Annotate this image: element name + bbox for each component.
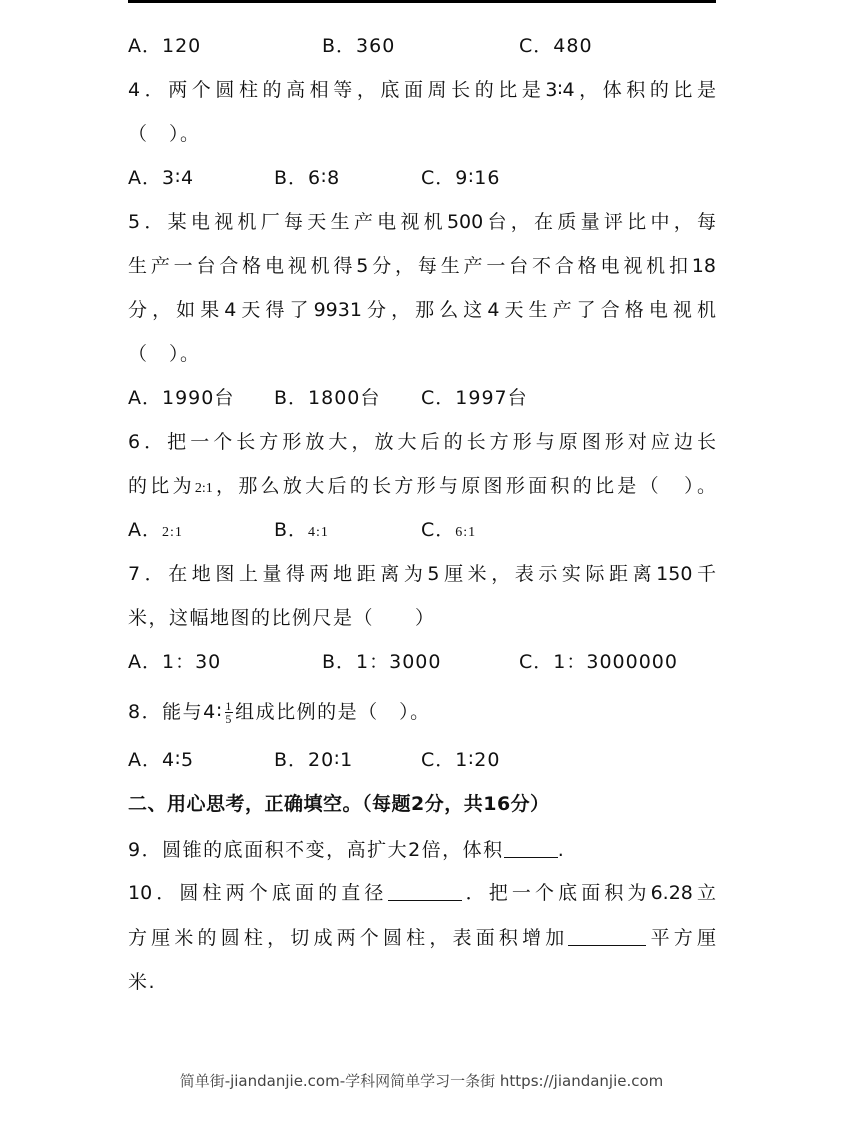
q8-prefix: 8．能与4∶ bbox=[128, 701, 224, 723]
q5-option-c: C．1997台 bbox=[421, 387, 528, 409]
q3-option-a: A．120 bbox=[128, 35, 202, 57]
q8-fraction-numerator: 1 bbox=[225, 699, 233, 713]
q9-end: . bbox=[557, 839, 566, 861]
q10-line3: 米. bbox=[128, 971, 157, 993]
q7-option-c: C．1：3000000 bbox=[519, 651, 678, 673]
q3-option-b: B．360 bbox=[322, 35, 396, 57]
q6-option-b-value: 4:1 bbox=[308, 525, 329, 540]
q8-suffix: 组成比例的是（ ）。 bbox=[235, 701, 431, 723]
footer-watermark: 简单街-jiandanjie.com-学科网简单学习一条街 https://jiandanjie.com bbox=[179, 1072, 664, 1090]
q4-option-b: B．6∶8 bbox=[274, 167, 341, 189]
q5-line1: 5．某电视机厂每天生产电视机500台，在质量评比中，每 bbox=[128, 211, 716, 233]
q6-option-a-letter: A． bbox=[128, 519, 162, 541]
q8-option-a: A．4∶5 bbox=[128, 749, 195, 771]
q8-fraction bbox=[225, 700, 233, 725]
q4-option-c: C．9∶16 bbox=[421, 167, 501, 189]
q6-option-a bbox=[128, 517, 183, 543]
q10-blank-2 bbox=[568, 925, 646, 946]
q9-line bbox=[128, 837, 565, 863]
q8-option-c: C．1∶20 bbox=[421, 749, 501, 771]
q6-line2-start: 的比为 bbox=[128, 475, 195, 497]
q10-line2-start: 方厘米的圆柱，切成两个圆柱，表面积增加 bbox=[128, 927, 569, 949]
q5-option-b: B．1800台 bbox=[274, 387, 381, 409]
q9-text: 9．圆锥的底面积不变，高扩大2倍，体积 bbox=[128, 839, 504, 861]
q6-line1: 6．把一个长方形放大，放大后的长方形与原图形对应边长 bbox=[128, 431, 716, 453]
q10-line2-end: 平方厘 bbox=[646, 927, 716, 949]
q5-line3: 分，如果4天得了9931分，那么这4天生产了合格电视机 bbox=[128, 299, 716, 321]
q7-line2: 米，这幅地图的比例尺是（ ） bbox=[128, 607, 436, 629]
q8-fraction-denominator: 5 bbox=[225, 712, 233, 726]
q7-line1: 7．在地图上量得两地距离为5厘米，表示实际距离150千 bbox=[128, 563, 716, 585]
q10-line1 bbox=[128, 880, 716, 906]
q5-line2: 生产一台合格电视机得5分，每生产一台不合格电视机扣18 bbox=[128, 255, 716, 277]
q6-option-c-value: 6:1 bbox=[455, 525, 477, 540]
q4-line1: 4．两个圆柱的高相等，底面周长的比是3∶4，体积的比是 bbox=[128, 79, 716, 101]
q10-part2: ．把一个底面积为6.28立 bbox=[461, 882, 716, 904]
q9-answer-blank bbox=[504, 837, 558, 858]
q5-option-a: A．1990台 bbox=[128, 387, 235, 409]
q5-line4: （ ）。 bbox=[128, 343, 201, 365]
q10-line2 bbox=[128, 925, 716, 951]
q6-line2 bbox=[128, 473, 716, 499]
q8-option-b: B．20∶1 bbox=[274, 749, 354, 771]
q6-option-c bbox=[421, 517, 476, 543]
q10-part1: 10．圆柱两个底面的直径 bbox=[128, 882, 388, 904]
q6-line2-end: ，那么放大后的长方形与原图形面积的比是（ ）。 bbox=[212, 475, 716, 497]
q6-option-b-letter: B． bbox=[274, 519, 309, 541]
top-rule bbox=[128, 0, 716, 3]
q6-ratio: 2:1 bbox=[194, 481, 213, 496]
q3-option-c: C．480 bbox=[519, 35, 593, 57]
q7-option-a: A．1：30 bbox=[128, 651, 222, 673]
q4-option-a: A．3∶4 bbox=[128, 167, 195, 189]
q6-option-a-value: 2:1 bbox=[162, 525, 183, 540]
q10-blank-1 bbox=[388, 880, 462, 901]
q4-line2: （ ）。 bbox=[128, 123, 201, 145]
q7-option-b: B．1：3000 bbox=[322, 651, 442, 673]
q6-option-b bbox=[274, 517, 329, 543]
section2-title: 二、用心思考，正确填空。（每题2分，共16分） bbox=[128, 793, 550, 815]
q8-line bbox=[128, 699, 431, 725]
q6-option-c-letter: C． bbox=[421, 519, 456, 541]
